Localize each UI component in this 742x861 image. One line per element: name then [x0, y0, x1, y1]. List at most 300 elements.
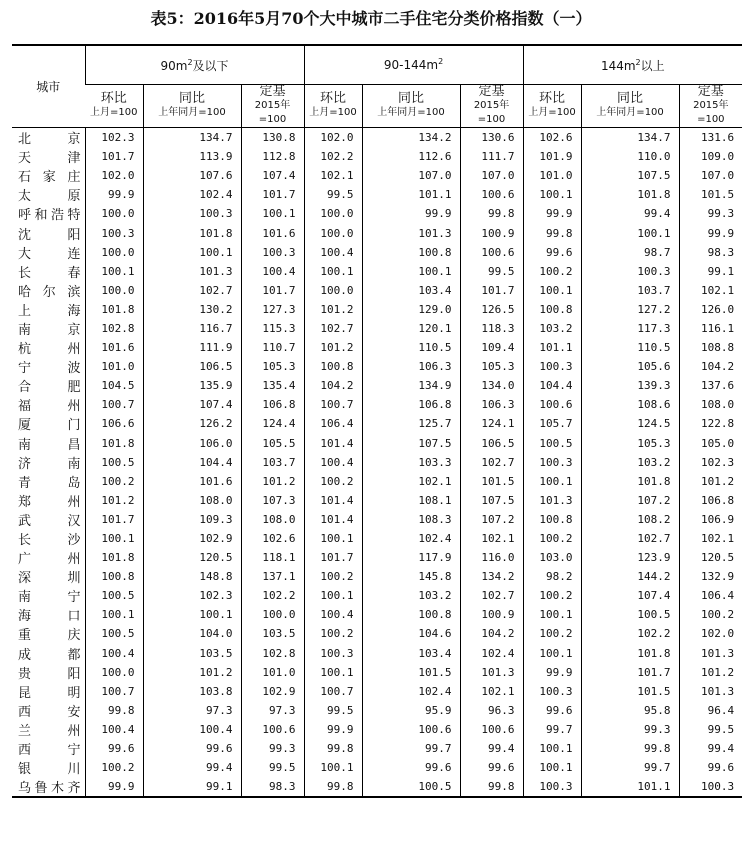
value-cell: 101.3 — [523, 491, 581, 510]
value-cell: 102.9 — [241, 682, 304, 701]
city-cell: 海口 — [18, 609, 81, 625]
value-cell: 100.1 — [523, 739, 581, 758]
value-cell: 99.9 — [523, 663, 581, 682]
value-cell: 110.5 — [581, 338, 679, 357]
table-row — [12, 453, 742, 472]
value-cell: 100.6 — [362, 720, 460, 739]
value-cell: 105.3 — [581, 434, 679, 453]
city-cell: 南宁 — [18, 590, 81, 606]
value-cell: 99.8 — [460, 777, 523, 797]
value-cell: 98.3 — [241, 777, 304, 797]
value-cell: 101.7 — [241, 281, 304, 300]
value-cell: 130.6 — [460, 128, 523, 148]
value-cell: 99.8 — [581, 739, 679, 758]
table-row — [12, 185, 742, 204]
value-cell: 106.5 — [143, 357, 241, 376]
value-cell: 99.3 — [679, 204, 742, 223]
value-cell: 135.9 — [143, 376, 241, 395]
value-cell: 99.5 — [460, 262, 523, 281]
value-cell: 101.2 — [304, 338, 362, 357]
value-cell: 100.4 — [304, 453, 362, 472]
group-header-medium: $90-144m^2$ — [304, 45, 523, 85]
value-cell: 100.8 — [523, 510, 581, 529]
table-row — [12, 758, 742, 777]
subheader-base: 定基 2015年=100 — [460, 85, 523, 128]
value-cell: 99.4 — [143, 758, 241, 777]
city-cell: 太原 — [18, 189, 81, 205]
value-cell: 103.7 — [581, 281, 679, 300]
value-cell: 100.1 — [523, 472, 581, 491]
value-cell: 100.5 — [523, 434, 581, 453]
value-cell: 99.4 — [679, 739, 742, 758]
value-cell: 99.5 — [304, 701, 362, 720]
value-cell: 99.6 — [460, 758, 523, 777]
city-cell: 武汉 — [18, 513, 81, 529]
value-cell: 102.9 — [143, 529, 241, 548]
table-row — [12, 204, 742, 223]
value-cell: 103.3 — [362, 453, 460, 472]
value-cell: 139.3 — [581, 376, 679, 395]
city-cell: 深圳 — [18, 571, 81, 587]
value-cell: 101.3 — [143, 262, 241, 281]
value-cell: 101.7 — [85, 147, 143, 166]
value-cell: 117.3 — [581, 319, 679, 338]
city-cell: 成都 — [18, 647, 81, 663]
subheader-yoy: 同比 上年同月=100 — [581, 85, 679, 128]
value-cell: 100.1 — [362, 262, 460, 281]
value-cell: 106.4 — [679, 586, 742, 605]
table-row — [12, 243, 742, 262]
value-cell: 102.1 — [679, 529, 742, 548]
value-cell: 120.5 — [143, 548, 241, 567]
value-cell: 100.6 — [460, 243, 523, 262]
value-cell: 101.2 — [85, 491, 143, 510]
table-row — [12, 663, 742, 682]
value-cell: 110.0 — [581, 147, 679, 166]
value-cell: 100.1 — [304, 758, 362, 777]
value-cell: 125.7 — [362, 414, 460, 433]
value-cell: 101.7 — [304, 548, 362, 567]
value-cell: 100.0 — [304, 204, 362, 223]
value-cell: 123.9 — [581, 548, 679, 567]
value-cell: 102.3 — [143, 586, 241, 605]
value-cell: 102.0 — [304, 128, 362, 148]
value-cell: 102.1 — [679, 281, 742, 300]
value-cell: 101.5 — [679, 185, 742, 204]
value-cell: 99.4 — [460, 739, 523, 758]
subheader-mom: 环比 上月=100 — [85, 85, 143, 128]
value-cell: 107.2 — [581, 491, 679, 510]
value-cell: 105.5 — [241, 434, 304, 453]
value-cell: 99.9 — [362, 204, 460, 223]
table-row — [12, 472, 742, 491]
value-cell: 99.6 — [523, 701, 581, 720]
value-cell: 105.7 — [523, 414, 581, 433]
value-cell: 104.4 — [523, 376, 581, 395]
value-cell: 100.1 — [523, 605, 581, 624]
value-cell: 95.8 — [581, 701, 679, 720]
value-cell: 127.2 — [581, 300, 679, 319]
value-cell: 102.7 — [581, 529, 679, 548]
city-cell: 石家庄 — [18, 170, 81, 186]
value-cell: 99.6 — [362, 758, 460, 777]
city-cell: 乌鲁木齐 — [12, 777, 85, 797]
value-cell: 100.6 — [460, 185, 523, 204]
city-cell: 昆明 — [18, 685, 81, 701]
value-cell: 100.9 — [460, 605, 523, 624]
value-cell: 99.9 — [85, 777, 143, 797]
value-cell: 102.2 — [241, 586, 304, 605]
value-cell: 107.0 — [460, 166, 523, 185]
value-cell: 100.2 — [85, 472, 143, 491]
city-cell: 呼和浩特 — [18, 208, 81, 224]
value-cell: 134.2 — [460, 567, 523, 586]
value-cell: 103.8 — [143, 682, 241, 701]
value-cell: 124.1 — [460, 414, 523, 433]
value-cell: 100.5 — [581, 605, 679, 624]
city-cell: 兰州 — [18, 723, 81, 739]
value-cell: 102.3 — [85, 128, 143, 148]
city-cell: 沈阳 — [18, 227, 81, 243]
value-cell: 100.3 — [581, 262, 679, 281]
value-cell: 105.0 — [679, 434, 742, 453]
city-cell: 合肥 — [18, 380, 81, 396]
value-cell: 100.1 — [304, 586, 362, 605]
value-cell: 100.5 — [362, 777, 460, 797]
city-cell: 杭州 — [18, 342, 81, 358]
value-cell: 106.6 — [85, 414, 143, 433]
value-cell: 101.5 — [581, 682, 679, 701]
value-cell: 99.8 — [460, 204, 523, 223]
value-cell: 129.0 — [362, 300, 460, 319]
value-cell: 100.3 — [679, 777, 742, 797]
value-cell: 103.2 — [581, 453, 679, 472]
value-cell: 116.1 — [679, 319, 742, 338]
table-row — [12, 510, 742, 529]
value-cell: 122.8 — [679, 414, 742, 433]
value-cell: 99.3 — [241, 739, 304, 758]
value-cell: 101.3 — [679, 682, 742, 701]
value-cell: 100.7 — [85, 395, 143, 414]
value-cell: 100.1 — [523, 185, 581, 204]
value-cell: 106.8 — [679, 491, 742, 510]
table-row — [12, 586, 742, 605]
value-cell: 103.5 — [143, 644, 241, 663]
city-cell: 北京 — [18, 132, 81, 148]
value-cell: 101.8 — [85, 548, 143, 567]
value-cell: 101.8 — [581, 644, 679, 663]
value-cell: 100.3 — [241, 243, 304, 262]
value-cell: 99.5 — [679, 720, 742, 739]
value-cell: 120.1 — [362, 319, 460, 338]
value-cell: 101.7 — [85, 510, 143, 529]
value-cell: 101.9 — [523, 147, 581, 166]
table-row — [12, 491, 742, 510]
value-cell: 106.3 — [460, 395, 523, 414]
value-cell: 100.5 — [85, 624, 143, 643]
value-cell: 99.3 — [581, 720, 679, 739]
value-cell: 100.1 — [523, 758, 581, 777]
value-cell: 100.4 — [85, 720, 143, 739]
table-row — [12, 147, 742, 166]
value-cell: 126.5 — [460, 300, 523, 319]
value-cell: 102.4 — [362, 529, 460, 548]
city-cell: 西宁 — [18, 743, 81, 759]
value-cell: 99.5 — [304, 185, 362, 204]
value-cell: 100.3 — [85, 223, 143, 242]
city-cell: 长春 — [18, 265, 81, 281]
city-cell: 天津 — [18, 151, 81, 167]
value-cell: 118.3 — [460, 319, 523, 338]
value-cell: 97.3 — [143, 701, 241, 720]
value-cell: 101.2 — [679, 663, 742, 682]
table-row — [12, 262, 742, 281]
value-cell: 102.8 — [241, 644, 304, 663]
table-row — [12, 223, 742, 242]
value-cell: 100.7 — [304, 395, 362, 414]
value-cell: 98.3 — [679, 243, 742, 262]
value-cell: 99.8 — [85, 701, 143, 720]
value-cell: 101.8 — [143, 223, 241, 242]
value-cell: 100.0 — [304, 223, 362, 242]
value-cell: 109.3 — [143, 510, 241, 529]
value-cell: 107.5 — [362, 434, 460, 453]
table-row — [12, 701, 742, 720]
value-cell: 103.0 — [523, 548, 581, 567]
value-cell: 100.2 — [523, 529, 581, 548]
value-cell: 101.4 — [304, 434, 362, 453]
value-cell: 109.4 — [460, 338, 523, 357]
city-cell: 贵阳 — [18, 666, 81, 682]
value-cell: 130.2 — [143, 300, 241, 319]
value-cell: 100.8 — [523, 300, 581, 319]
value-cell: 101.0 — [523, 166, 581, 185]
value-cell: 135.4 — [241, 376, 304, 395]
city-cell: 哈尔滨 — [18, 284, 81, 300]
value-cell: 106.5 — [460, 434, 523, 453]
value-cell: 107.2 — [460, 510, 523, 529]
value-cell: 102.7 — [143, 281, 241, 300]
subheader-base: 定基 2015年=100 — [241, 85, 304, 128]
value-cell: 132.9 — [679, 567, 742, 586]
price-index-table — [12, 44, 742, 798]
table-row — [12, 128, 742, 148]
value-cell: 107.4 — [241, 166, 304, 185]
table-row — [12, 567, 742, 586]
value-cell: 96.4 — [679, 701, 742, 720]
value-cell: 96.3 — [460, 701, 523, 720]
value-cell: 148.8 — [143, 567, 241, 586]
value-cell: 137.1 — [241, 567, 304, 586]
value-cell: 100.2 — [523, 586, 581, 605]
value-cell: 99.9 — [679, 223, 742, 242]
value-cell: 102.6 — [523, 128, 581, 148]
value-cell: 126.2 — [143, 414, 241, 433]
city-cell: 宁波 — [18, 361, 81, 377]
value-cell: 106.0 — [143, 434, 241, 453]
value-cell: 101.1 — [362, 185, 460, 204]
value-cell: 101.1 — [523, 338, 581, 357]
value-cell: 108.0 — [679, 395, 742, 414]
table-row — [12, 624, 742, 643]
value-cell: 101.2 — [241, 472, 304, 491]
table-row — [12, 720, 742, 739]
value-cell: 103.2 — [523, 319, 581, 338]
table-row — [12, 395, 742, 414]
value-cell: 100.3 — [523, 777, 581, 797]
value-cell: 104.6 — [362, 624, 460, 643]
value-cell: 109.0 — [679, 147, 742, 166]
value-cell: 100.0 — [304, 281, 362, 300]
value-cell: 102.7 — [460, 586, 523, 605]
value-cell: 102.7 — [460, 453, 523, 472]
value-cell: 112.6 — [362, 147, 460, 166]
value-cell: 100.3 — [523, 682, 581, 701]
value-cell: 101.1 — [581, 777, 679, 797]
value-cell: 101.3 — [460, 663, 523, 682]
value-cell: 99.6 — [523, 243, 581, 262]
city-cell: 福州 — [18, 399, 81, 415]
value-cell: 101.6 — [85, 338, 143, 357]
city-cell: 大连 — [18, 246, 81, 262]
value-cell: 100.6 — [460, 720, 523, 739]
value-cell: 99.8 — [304, 777, 362, 797]
value-cell: 127.3 — [241, 300, 304, 319]
value-cell: 106.8 — [362, 395, 460, 414]
value-cell: 100.0 — [85, 204, 143, 223]
value-cell: 100.8 — [304, 357, 362, 376]
value-cell: 100.1 — [143, 605, 241, 624]
table-row — [12, 644, 742, 663]
table-row — [12, 357, 742, 376]
table-row — [12, 281, 742, 300]
value-cell: 107.0 — [679, 166, 742, 185]
value-cell: 108.6 — [581, 395, 679, 414]
value-cell: 110.7 — [241, 338, 304, 357]
value-cell: 101.2 — [679, 472, 742, 491]
value-cell: 100.2 — [304, 472, 362, 491]
value-cell: 102.1 — [304, 166, 362, 185]
table-row — [12, 777, 742, 797]
city-cell: 厦门 — [18, 418, 81, 434]
value-cell: 100.9 — [460, 223, 523, 242]
value-cell: 115.3 — [241, 319, 304, 338]
value-cell: 101.4 — [304, 491, 362, 510]
city-cell: 上海 — [18, 303, 81, 319]
value-cell: 105.3 — [241, 357, 304, 376]
value-cell: 99.9 — [85, 185, 143, 204]
value-cell: 102.2 — [581, 624, 679, 643]
city-cell: 长沙 — [18, 533, 81, 549]
value-cell: 101.6 — [241, 223, 304, 242]
city-cell: 西安 — [18, 704, 81, 720]
value-cell: 105.6 — [581, 357, 679, 376]
value-cell: 102.1 — [460, 529, 523, 548]
table-row — [12, 319, 742, 338]
group-header-large: $144m^2$以上 — [523, 45, 742, 85]
value-cell: 102.7 — [304, 319, 362, 338]
value-cell: 99.9 — [304, 720, 362, 739]
value-cell: 100.4 — [304, 243, 362, 262]
value-cell: 98.2 — [523, 567, 581, 586]
value-cell: 102.8 — [85, 319, 143, 338]
value-cell: 102.4 — [362, 682, 460, 701]
table-row — [12, 529, 742, 548]
table-row — [12, 434, 742, 453]
city-cell: 广州 — [18, 552, 81, 568]
value-cell: 100.4 — [143, 720, 241, 739]
value-cell: 144.2 — [581, 567, 679, 586]
value-cell: 100.3 — [143, 204, 241, 223]
city-cell: 银川 — [18, 762, 81, 778]
value-cell: 134.7 — [143, 128, 241, 148]
value-cell: 103.2 — [362, 586, 460, 605]
city-cell: 济南 — [18, 456, 81, 472]
subheader-mom: 环比 上月=100 — [523, 85, 581, 128]
value-cell: 100.2 — [523, 624, 581, 643]
value-cell: 102.3 — [679, 453, 742, 472]
value-cell: 103.7 — [241, 453, 304, 472]
value-cell: 100.3 — [523, 357, 581, 376]
value-cell: 113.9 — [143, 147, 241, 166]
subheader-yoy: 同比 上年同月=100 — [143, 85, 241, 128]
value-cell: 99.7 — [581, 758, 679, 777]
value-cell: 102.0 — [85, 166, 143, 185]
value-cell: 97.3 — [241, 701, 304, 720]
value-cell: 100.1 — [304, 262, 362, 281]
value-cell: 99.9 — [523, 204, 581, 223]
table-row — [12, 300, 742, 319]
value-cell: 107.0 — [362, 166, 460, 185]
group-header-small: $90m^2$及以下 — [85, 45, 304, 85]
value-cell: 100.1 — [241, 204, 304, 223]
value-cell: 107.3 — [241, 491, 304, 510]
value-cell: 124.4 — [241, 414, 304, 433]
value-cell: 102.0 — [679, 624, 742, 643]
value-cell: 134.2 — [362, 128, 460, 148]
value-cell: 100.1 — [85, 605, 143, 624]
subheader-row — [12, 85, 742, 128]
value-cell: 112.8 — [241, 147, 304, 166]
value-cell: 104.0 — [143, 624, 241, 643]
value-cell: 107.4 — [581, 586, 679, 605]
value-cell: 104.5 — [85, 376, 143, 395]
value-cell: 134.9 — [362, 376, 460, 395]
value-cell: 99.1 — [143, 777, 241, 797]
value-cell: 102.6 — [241, 529, 304, 548]
table-row — [12, 338, 742, 357]
value-cell: 101.7 — [460, 281, 523, 300]
value-cell: 108.1 — [362, 491, 460, 510]
value-cell: 100.6 — [241, 720, 304, 739]
value-cell: 134.0 — [460, 376, 523, 395]
value-cell: 99.4 — [581, 204, 679, 223]
value-cell: 111.7 — [460, 147, 523, 166]
value-cell: 100.0 — [241, 605, 304, 624]
table-row — [12, 414, 742, 433]
value-cell: 95.9 — [362, 701, 460, 720]
value-cell: 100.8 — [85, 567, 143, 586]
value-cell: 106.4 — [304, 414, 362, 433]
city-cell: 郑州 — [18, 494, 81, 510]
value-cell: 100.2 — [679, 605, 742, 624]
value-cell: 100.4 — [85, 644, 143, 663]
table-body — [12, 128, 742, 798]
value-cell: 145.8 — [362, 567, 460, 586]
value-cell: 124.5 — [581, 414, 679, 433]
value-cell: 104.2 — [304, 376, 362, 395]
value-cell: 101.0 — [85, 357, 143, 376]
